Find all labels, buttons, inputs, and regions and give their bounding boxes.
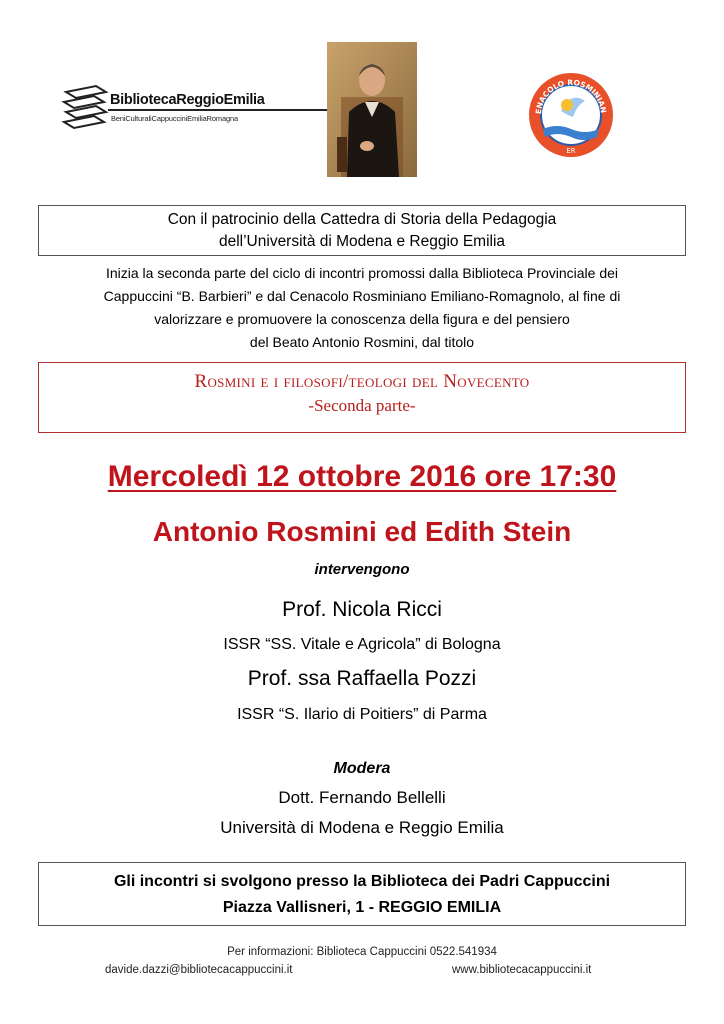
website-link[interactable]: www.bibliotecacappuccini.it [452,964,592,976]
venue-line-2: Piazza Vallisneri, 1 - REGGIO EMILIA [222,899,502,916]
intro-line-2: Cappuccini “B. Barbieri” e dal Cenacolo Rosminiano Emiliano-Romagnolo, al fine di [103,288,621,304]
speakers-label: intervengono [314,561,410,578]
library-logo-title: BibliotecaReggioEmilia [110,92,265,108]
intro-line-3: valorizzare e promuovere la conoscenza della figura e del pensiero [154,311,570,327]
event-title: Antonio Rosmini ed Edith Stein [152,516,572,547]
intro-line-4: del Beato Antonio Rosmini, dal titolo [249,334,475,350]
moderator-name: Dott. Fernando Bellelli [278,788,446,807]
seal-bottom-text: ER [566,147,576,155]
library-logo-rule [108,109,340,111]
book-stack-icon [60,78,110,138]
seal-ring-text: ENACOLO ROSMINIAN [533,77,609,115]
patronage-box [38,205,686,256]
library-logo-subtitle: BeniCulturaliCappucciniEmiliaRomagna [111,114,239,123]
speaker-institution: ISSR “SS. Vitale e Agricola” di Bologna [223,636,501,653]
venue-line-1: Gli incontri si svolgono presso la Biblioteca dei Padri Cappuccini [113,873,611,890]
library-logo [60,78,290,138]
speaker-name: Prof. ssa Raffaella Pozzi [247,667,477,690]
intro-paragraph [40,262,684,354]
event-date: Mercoledì 12 ottobre 2016 ore 17:30 [107,460,617,493]
patronage-line-1: Con il patrocinio della Cattedra di Storia della Pedagogia [167,211,557,228]
moderator-label: Modera [333,760,391,777]
series-box [38,362,686,433]
patronage-line-2: dell’Università di Modena e Reggio Emilia [218,233,506,250]
venue-box [38,862,686,926]
rosmini-portrait [327,42,417,177]
speaker-name: Prof. Nicola Ricci [282,598,442,621]
contact-info: Per informazioni: Biblioteca Cappuccini 0522.541934 [227,946,497,958]
intro-line-1: Inizia la seconda parte del ciclo di incontri promossi dalla Biblioteca Provinciale dei [105,265,619,281]
series-title: Rosmini e i filosofi/teologi del Novecento [194,371,530,392]
series-subtitle: -Seconda parte- [308,396,416,415]
cenacolo-seal [527,71,615,159]
speaker-institution: ISSR “S. Ilario di Poitiers” di Parma [237,706,487,723]
moderator-affiliation: Università di Modena e Reggio Emilia [220,818,504,837]
contact-email-link[interactable]: davide.dazzi@bibliotecacappuccini.it [105,964,293,976]
